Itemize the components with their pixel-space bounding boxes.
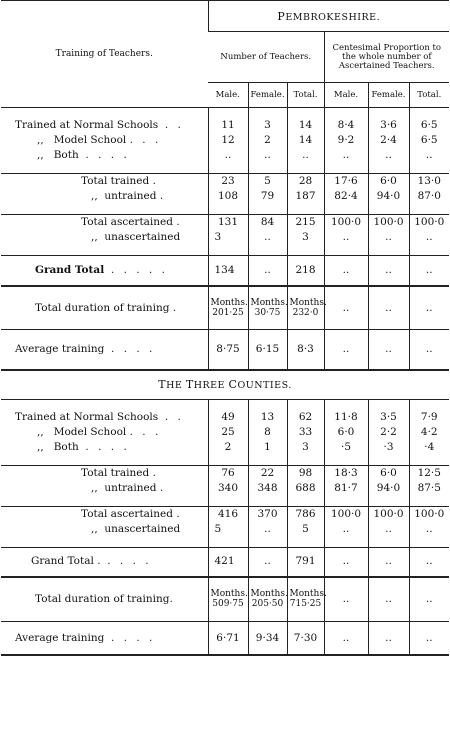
row-label: Total ascertained . (1, 506, 208, 522)
table-row: Grand Total . . . . . 134 .. 218 .. .. .. (1, 256, 449, 286)
row-label: Total trained . (1, 174, 208, 190)
table-row: Grand Total . . . . . 421 .. 791 .. .. .. (1, 547, 449, 577)
table-row: ,, unascertained 3 .. 3 .. .. .. (1, 230, 449, 245)
row-label: Average training . . . . (1, 621, 208, 655)
table-row: ,, Both . . . . .. .. .. .. .. .. (1, 148, 449, 163)
table-row: Total trained . 23 5 28 17·6 6·0 13·0 (1, 174, 449, 190)
col-female: Female. (248, 83, 287, 108)
row-label: ,, unascertained (91, 522, 181, 535)
row-label: ,, untrained . (91, 481, 164, 494)
table-row: Trained at Normal Schools . . 11 3 14 8·4 3·6 6·5 (1, 118, 449, 133)
group-number-header: Number of Teachers. (208, 32, 324, 83)
row-label: Grand Total . . . . . (1, 547, 208, 577)
header-row-county (1, 1, 449, 32)
section-header-three-counties: THE THREE COUNTIES. (1, 370, 449, 400)
row-label: ,, Model School . . . (37, 425, 162, 438)
table-row: ,, untrained . 340 348 688 81·7 94·0 87·5 (1, 481, 449, 496)
table-row: ,, Both . . . . 2 1 3 ·5 ·3 ·4 (1, 440, 449, 455)
row-label: Trained at Normal Schools . . (15, 119, 184, 131)
row-label-header: Training of Teachers. (1, 1, 208, 108)
table-row: Trained at Normal Schools . . 49 13 62 11·8 3·5 7·9 (1, 410, 449, 425)
table-row: ,, unascertained 5 .. 5 .. .. .. (1, 522, 449, 537)
table-row: Total trained . 76 22 98 18·3 6·0 12·5 (1, 465, 449, 481)
table-row: Average training . . . . 8·75 6·15 8·3 .. .. .. (1, 330, 449, 370)
row-label: Grand Total . . . . . (1, 256, 208, 286)
row-label: Total duration of training . (1, 286, 208, 330)
row-label: Trained at Normal Schools . . (15, 410, 184, 423)
col-female-pct: Female. (368, 83, 409, 108)
row-label: Total ascertained . (1, 215, 208, 231)
row-label: ,, Both . . . . (37, 149, 130, 161)
row-label: Total duration of training. (1, 577, 208, 621)
row-label: Total trained . (1, 465, 208, 481)
table-row: Total duration of training. Months. 509·75 Months. 205·50 Months. 715·25 .. .. .. (1, 577, 449, 621)
table-row: ,, untrained . 108 79 187 82·4 94·0 87·0 (1, 189, 449, 204)
table-row: Total ascertained . 416 370 786 100·0 100·0 100·0 (1, 506, 449, 522)
table-row: ,, Model School . . . 25 8 33 6·0 2·2 4·2 (1, 425, 449, 440)
county-header: PEMBROKESHIRE. (208, 1, 449, 32)
table-row: Average training . . . . 6·71 9·34 7·30 .. .. .. (1, 621, 449, 655)
table-row: Total duration of training . Months. 201·25 Months. 30·75 Months. 232·0 .. .. .. (1, 286, 449, 330)
training-table (1, 0, 449, 656)
table-row: ,, Model School . . . 12 2 14 9·2 2·4 6·5 (1, 133, 449, 148)
row-label: Average training . . . . (1, 330, 208, 370)
table-row: Total ascertained . 131 84 215 100·0 100·0 100·0 (1, 215, 449, 231)
col-male: Male. (208, 83, 248, 108)
group-proportion-header: Centesimal Proportion to the whole number of Ascertained Teachers. (324, 32, 449, 83)
row-label: ,, Both . . . . (37, 440, 130, 453)
col-male-pct: Male. (324, 83, 368, 108)
col-total: Total. (287, 83, 324, 108)
row-label: ,, untrained . (91, 190, 164, 202)
row-label: ,, unascertained (91, 231, 181, 243)
row-label: ,, Model School . . . (37, 134, 162, 146)
col-total-pct: Total. (409, 83, 449, 108)
